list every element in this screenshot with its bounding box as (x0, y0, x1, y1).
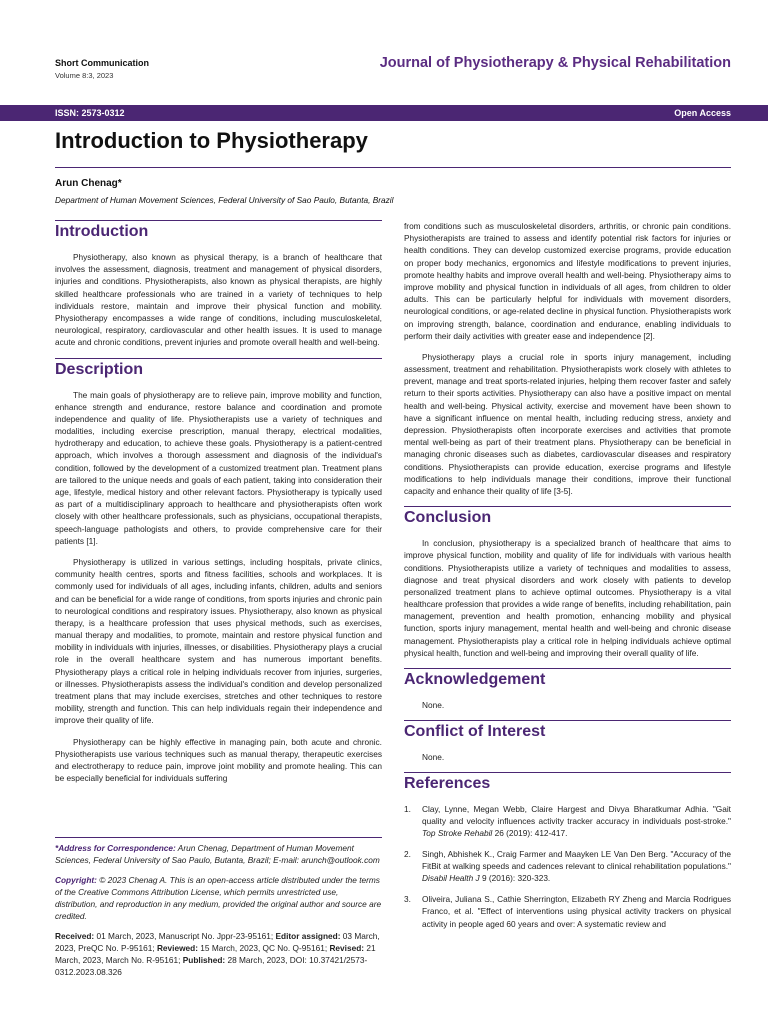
paragraph: The main goals of physiotherapy are to relieve pain, improve mobility and function, enhance strength and endurance, restore balance and coordination and promote independence and quality of life. Physiotherapists use a variety of techniques and modalities, including exercise prescription, manual therapy, electrical modalities, hydrotherapy and education, to achieve these goals. Physiotherapy is a patient-centred approach, which involves a thorough assessment and diagnosis of the individual's condition, followed by the development of a customized treatment plan. Treatment plans are tailored to the unique needs and goals of each patient, taking into consideration their age, lifestyle, medical history and other relevant factors. Physiotherapy is typically used as part of a multidisciplinary approach to healthcare and physiotherapists often work closely with other healthcare professionals, such as physicians, occupational therapists, speech-language pathologists and others, to provide comprehensive care for their patients [1]. (55, 389, 382, 546)
copyright-label: Copyright: (55, 875, 97, 886)
section-heading: Conclusion (404, 509, 492, 527)
section-heading: Conflict of Interest (404, 723, 546, 741)
issn-band (0, 105, 768, 121)
description-section (55, 358, 382, 785)
received-label: Received: (55, 931, 95, 942)
reference-item (404, 893, 731, 929)
paragraph: Physiotherapy can be highly effective in managing pain, both acute and chronic. Physiotherapists use various techniques such as manual therapy, therapeutic exercises and electrotherapy to reduce pain, improve joint mobility and promote healing. This can be especially beneficial for individuals suffering (55, 736, 382, 784)
article-meta (55, 58, 149, 80)
reference-list (404, 803, 731, 929)
title-divider (55, 167, 731, 168)
open-access-label: Open Access (674, 108, 731, 118)
footnote-divider (55, 837, 382, 838)
reference-number: 3. (404, 894, 411, 905)
paragraph: Physiotherapy, also known as physical therapy, is a branch of healthcare that involves the assessment, diagnosis, treatment and management of physical disorders, injuries and conditions. Physiotherapists, also known as physical therapists, are highly skilled healthcare professionals who are trained in a variety of techniques to help individuals restore, maintain and improve their physical function and mobility. Physiotherapy encompasses a wide range of conditions, including musculoskeletal, neurological, respiratory, cardiovascular and other health issues. It is used to manage acute and chronic conditions, prevent injuries and promote overall health and well-being. (55, 252, 382, 348)
reviewed-label: Reviewed: (156, 943, 198, 954)
article-title: Introduction to Physiotherapy (55, 128, 368, 153)
right-column (404, 220, 731, 939)
section-heading: Description (55, 360, 144, 378)
conclusion-section (404, 506, 731, 659)
paragraph: None. (422, 700, 445, 710)
editor-text: 03 March, 2023, PreQC No. P-95161; (55, 931, 380, 954)
copyright-note (55, 874, 382, 922)
reference-journal: Disabil Health J (422, 873, 480, 884)
copyright-text: © 2023 Chenag A. This is an open-access article distributed under the terms of the Creative Commons Attribution License, which permits unrestricted use, distribution, and reproduction in any medium, provided the original author and source are credited. (55, 875, 382, 922)
conflict-section (404, 720, 731, 763)
reference-text: Clay, Lynne, Megan Webb, Claire Hargest and Divya Bharatkumar Adhia. "Gait quality and velocity influences activity tracker accuracy in individuals post-stroke." (422, 804, 731, 827)
received-text: 01 March, 2023, Manuscript No. Jppr-23-95161; (96, 931, 274, 942)
correspondence-note (55, 842, 382, 866)
reference-item (404, 848, 731, 884)
author-name: Arun Chenag* (55, 178, 122, 189)
revised-label: Revised: (329, 943, 365, 954)
issn-label: ISSN: 2573-0312 (55, 108, 125, 118)
acknowledgement-section (404, 668, 731, 711)
reference-number: 2. (404, 849, 411, 860)
reference-tail: 26 (2019): 412-417. (494, 828, 568, 839)
dates-note (55, 930, 382, 978)
editor-label: Editor assigned: (275, 931, 341, 942)
introduction-section (55, 220, 382, 349)
section-heading: Introduction (55, 223, 149, 240)
section-heading: References (404, 775, 491, 793)
published-label: Published: (182, 955, 226, 966)
journal-name: Journal of Physiotherapy & Physical Rehabilitation (379, 55, 731, 71)
revised-text: 21 March, 2023, March No. R-95161; (55, 943, 376, 966)
left-column (55, 220, 382, 793)
paragraph: In conclusion, physiotherapy is a specialized branch of healthcare that aims to improve physical function, mobility and quality of life for individuals with various health conditions. Physiotherapists utilize a variety of techniques and modalities to assess, diagnose and treat physical disorders and work closely with patients to develop personalized treatment plans to achieve optimal outcomes. Physiotherapy is a vital healthcare profession that provides a wide range of benefits, including rehabilitation, pain management, prevention and health promotion, enhancing mobility and physical function, sports injury management, mental health and well-being and chronic disease management. Physiotherapists play a critical role in helping individuals achieve optimal physical health, function and well-being and improving their overall quality of life. (404, 538, 731, 658)
author-affiliation: Department of Human Movement Sciences, Federal University of Sao Paulo, Butanta, Brazil (55, 195, 394, 205)
reference-tail: 9 (2016): 320-323. (481, 873, 551, 884)
reference-text: Oliveira, Juliana S., Cathie Sherrington, Elizabeth RY Zheng and Marcia Rodrigues Franco, et al. "Effect of interventions using physical activity trackers on physical activity in people aged 60 years and over: A systematic review and (422, 894, 731, 929)
correspondence-text: Arun Chenag, Department of Human Movement Sciences, Federal University of Sao Paulo, Butanta, Brazil; E-mail: arunch@outlook.com (55, 843, 380, 866)
reference-journal: Top Stroke Rehabil (422, 828, 493, 839)
reference-number: 1. (404, 804, 411, 815)
paragraph: Physiotherapy plays a crucial role in sports injury management, including assessment, treatment and rehabilitation. Physiotherapists work closely with athletes to prevent, manage and treat sports-related injuries, helping them recover faster and safely return to their sports activities. Physiotherapy can also have a positive impact on mental health and well-being. Physical activity, exercise and movement have been shown to have a significant influence on mental health, including reducing stress, anxiety and depression. Physiotherapists often incorporate exercises and activities that promote mental well-being as part of their treatment plans. Physiotherapy can be beneficial in managing chronic diseases such as diabetes, cardiovascular diseases and respiratory conditions. Physiotherapists can provide education, exercise programs and lifestyle modifications to help individuals manage their conditions, improve their functional capacity and enhance their quality of life [3-5]. (404, 351, 731, 496)
reference-text: Singh, Abhishek K., Craig Farmer and Maayken LE Van Den Berg. "Accuracy of the FitBit at walking speeds and cadences relevant to clinical rehabilitation populations." (422, 849, 731, 872)
paragraph: from conditions such as musculoskeletal disorders, arthritis, or chronic pain conditions. Physiotherapists are trained to assess and identify potential risk factors for injuries or health conditions. They can develop customized exercise programs, provide education on proper body mechanics, ergonomics and lifestyle modifications to prevent injuries, promote healthy habits and improve overall health and well-being. Physiotherapy aims to improve mobility and physical function in individuals of all ages, from children to older adults. This can be particularly helpful for individuals with movement disorders, neurological conditions, or age-related decline in physical function. Physiotherapists work on improving strength, balance, coordination and endurance, enabling individuals to perform their daily activities with greater ease and independence [2]. (404, 221, 731, 341)
volume-info: Volume 8:3, 2023 (55, 71, 114, 80)
section-heading: Acknowledgement (404, 671, 546, 688)
reviewed-text: 15 March, 2023, QC No. Q-95161; (200, 943, 328, 954)
published-text: 28 March, 2023, DOI: 10.37421/2573-0312.2023.08.326 (55, 955, 368, 978)
reference-item (404, 803, 731, 839)
article-type: Short Communication (55, 58, 149, 68)
paragraph: None. (422, 752, 445, 763)
correspondence-label: *Address for Correspondence: (55, 843, 176, 853)
correspondence-box (55, 837, 382, 986)
references-section (404, 772, 731, 929)
paragraph: Physiotherapy is utilized in various settings, including hospitals, private clinics, community health centres, sports and fitness facilities, schools and workplaces. It is commonly used for individuals of all ages, including infants, children, adults and seniors and can be beneficial for a wide range of conditions, from sports injuries and chronic pain to neurological conditions and respiratory issues. Physiotherapy, also known as physical therapy, is a healthcare profession that uses physical methods, such as exercises, manual therapy and modalities, to promote, maintain and restore physical function and mobility in individuals with injuries, illnesses, or disabilities. Physiotherapy plays a crucial role in the overall healthcare system and has numerous important benefits. Physiotherapy plays a critical role in helping individuals recover from injuries, surgeries, or illnesses. Physiotherapists assess the individual's condition and develop personalized treatment plans that may include exercises, stretches and other techniques to restore mobility, strength and function. This can help individuals regain their independence and improve their quality of life. (55, 556, 382, 726)
